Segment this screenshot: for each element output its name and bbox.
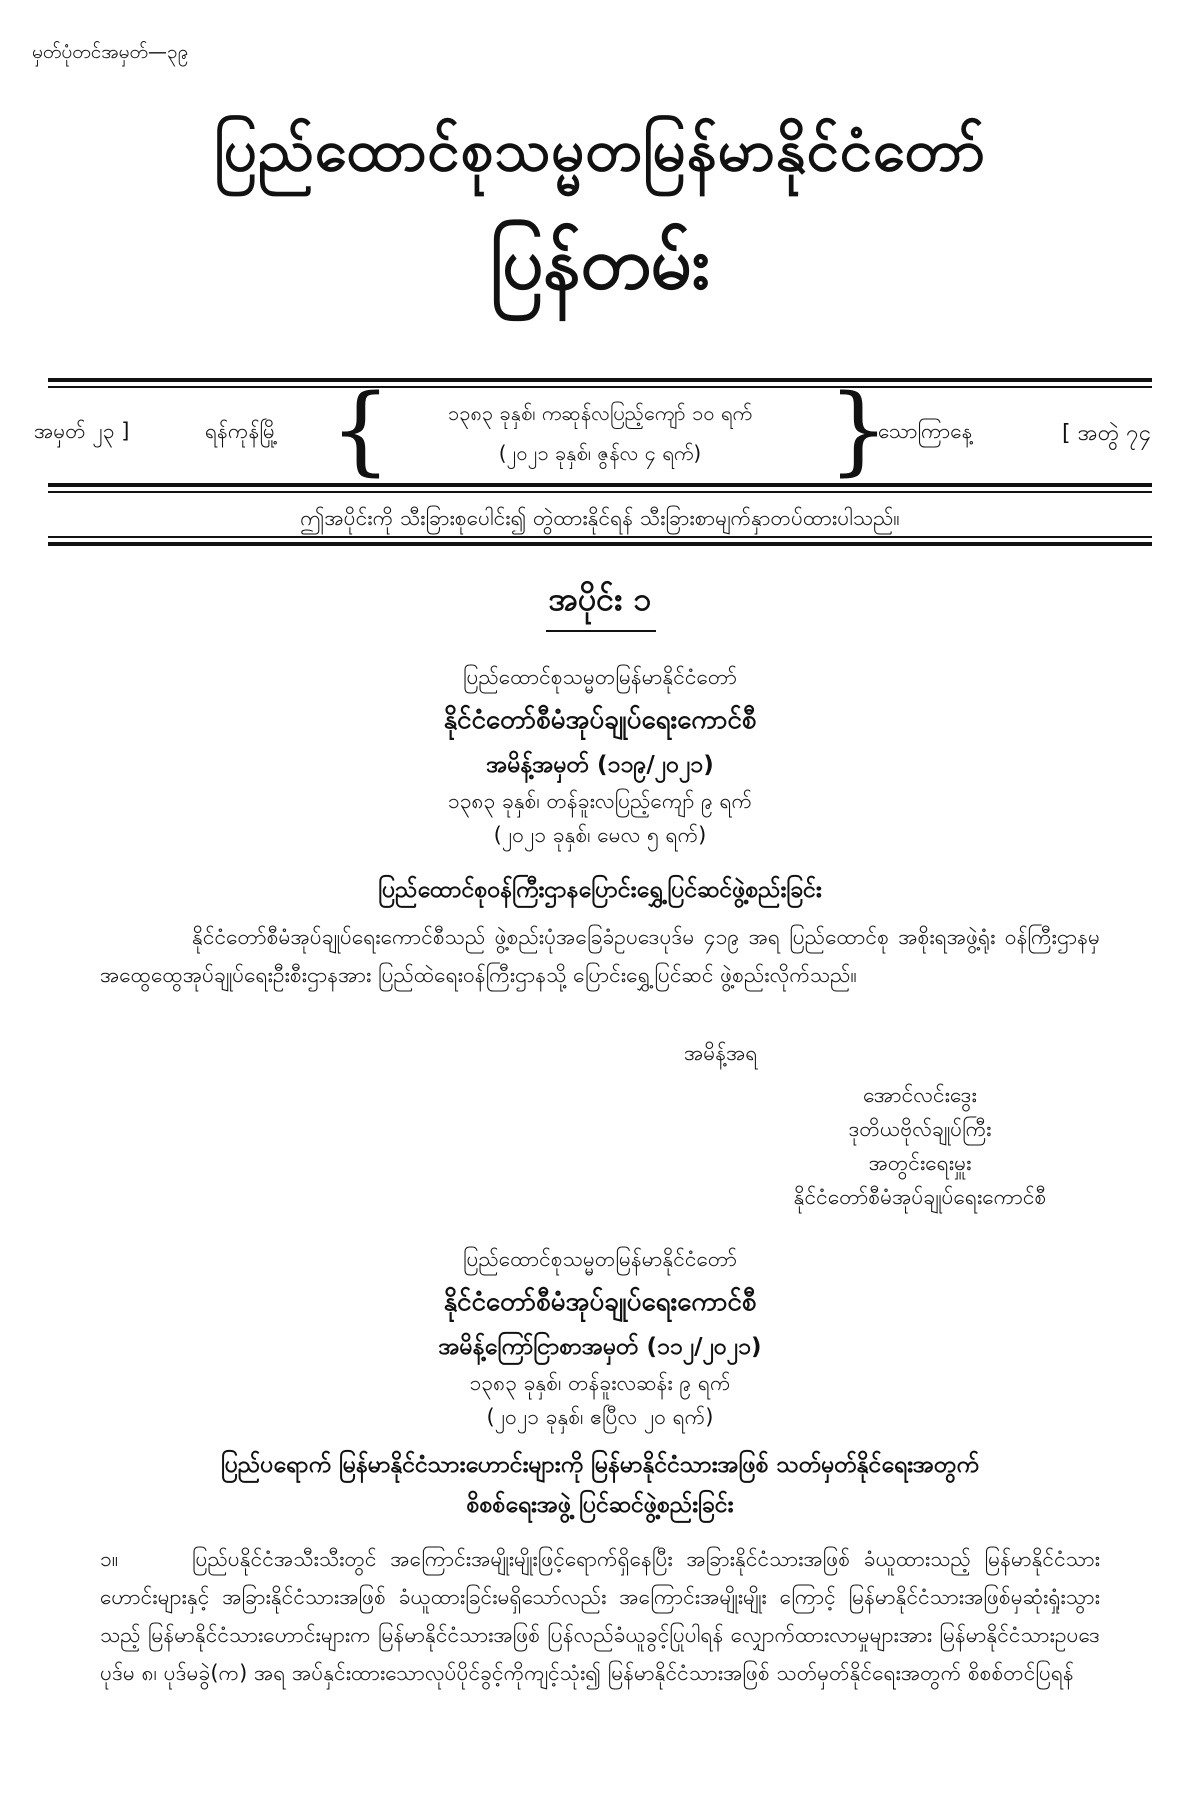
header-rule-mid-inner: [48, 491, 1152, 493]
notice2-notification-number: အမိန့်ကြော်ငြာစာအမှတ် (၁၁၂/၂၀၂၁): [438, 1334, 762, 1360]
part-heading-underline: [546, 630, 656, 632]
notice1-signatory-title: အတွင်းရေးမှူး: [868, 1151, 972, 1175]
notice2-paragraph-1: [100, 1540, 1100, 1692]
notice1-by-order: အမိန့်အရ: [684, 1041, 758, 1065]
notice2-subject-line1: ပြည်ပရောက် မြန်မာနိုင်ငံသားဟောင်းများကို မြန်မာနိုင်ငံသားအဖြစ် သတ်မှတ်နိုင်ရေးအတွက်: [221, 1452, 979, 1478]
notice2-council: နိုင်ငံတော်စီမံအုပ်ချုပ်ရေးကောင်စီ: [443, 1287, 757, 1317]
notice1-date-gregorian: (၂၀၂၁ ခုနှစ်၊ မေလ ၅ ရက်): [493, 823, 707, 847]
gazette-state-title: ပြည်ထောင်စုသမ္မတမြန်မာနိုင်ငံတော်: [214, 116, 986, 184]
notice2-subject-line2: စိစစ်ရေးအဖွဲ့ ပြင်ဆင်ဖွဲ့စည်းခြင်း: [466, 1492, 734, 1518]
notice1-body: နိုင်ငံတော်စီမံအုပ်ချုပ်ရေးကောင်စီသည် ဖွဲ့စည်းပုံအခြေခံဥပဒေပုဒ်မ ၄၁၉ အရ ပြည်ထောင်စု အစိုးရအဖွဲ့ရုံး ဝန်ကြီးဌာနမှ အထွေထွေအုပ်ချုပ်ရေးဦးစီးဌာနအား ပြည်ထဲရေးဝန်ကြီးဌာနသို့ ပြောင်းရွှေ့ပြင်ဆင် ဖွဲ့စည်းလိုက်သည်။: [100, 925, 1100, 987]
notice1-signatory-org: နိုင်ငံတော်စီမံအုပ်ချုပ်ရေးကောင်စီ: [793, 1185, 1047, 1209]
header-rule-bottom: [48, 542, 1152, 546]
header-rule-top: [48, 378, 1152, 382]
left-brace: {: [330, 374, 392, 486]
notice1-order-number: အမိန့်အမှတ် (၁၁၉/၂၀၂၁): [486, 752, 714, 778]
header-rule-bottom-inner: [48, 536, 1152, 538]
header-rule-mid: [48, 483, 1152, 487]
issue-number: အမှတ် ၂၃ ]: [34, 419, 130, 443]
notice1-signatory-rank: ဒုတိယဗိုလ်ချုပ်ကြီး: [848, 1117, 992, 1141]
gazette-title: ပြန်တမ်း: [490, 221, 710, 305]
notice2-state: ပြည်ထောင်စုသမ္မတမြန်မာနိုင်ငံတော်: [462, 1247, 737, 1271]
part-heading: အပိုင်း ၁: [548, 580, 652, 618]
paragraph-number: ၁။: [100, 1547, 119, 1571]
notice1-council: နိုင်ငံတော်စီမံအုပ်ချုပ်ရေးကောင်စီ: [443, 705, 757, 735]
volume-number: [ အတွဲ ၇၄: [1062, 421, 1151, 446]
notice1-date-myanmar: ၁၃၈၃ ခုနှစ်၊ တန်ခူးလပြည့်ကျော် ၉ ရက်: [447, 789, 753, 813]
right-brace: }: [828, 374, 890, 486]
city-name: ရန်ကုန်မြို့: [205, 419, 279, 443]
header-rule-top-inner: [48, 386, 1152, 388]
issue-date-gregorian: (၂၀၂၁ ခုနှစ်၊ ဇွန်လ ၄ ရက်): [498, 441, 702, 465]
notice1-signatory-name: အောင်လင်းဒွေး: [863, 1083, 977, 1107]
notice1-subject: ပြည်ထောင်စုဝန်ကြီးဌာနပြောင်းရွှေ့ပြင်ဆင်ဖွဲ့စည်းခြင်း: [378, 877, 822, 903]
separation-note: ဤအပိုင်းကို သီးခြားစုပေါင်း၍ တွဲထားနိုင်ရန် သီးခြားစာမျက်နှာတပ်ထားပါသည်။: [300, 506, 900, 530]
paragraph-body: ပြည်ပနိုင်ငံအသီးသီးတွင် အကြောင်းအမျိုးမျိုးဖြင့်ရောက်ရှိနေပြီး အခြားနိုင်ငံသားအဖြစ် ခံယူထားသည့် မြန်မာနိုင်ငံသားဟောင်းများနှင့် အခြားနိုင်ငံသားအဖြစ် ခံယူထားခြင်းမရှိသော်လည်း အကြောင်းအမျိုးမျိုး ကြောင့် မြန်မာနိုင်ငံသားအဖြစ်မှဆုံးရှုံးသွားသည့် မြန်မာနိုင်ငံသားဟောင်းများက မြန်မာနိုင်ငံသားအဖြစ် ပြန်လည်ခံယူခွင့်ပြုပါရန် လျှောက်ထားလာမှုများအား မြန်မာနိုင်ငံသားဥပဒေပုဒ်မ ၈၊ ပုဒ်မခွဲ(က) အရ အပ်နှင်းထားသောလုပ်ပိုင်ခွင့်ကိုကျင့်သုံး၍ မြန်မာနိုင်ငံသားအဖြစ် သတ်မှတ်နိုင်ရေးအတွက် စိစစ်တင်ပြရန်: [100, 1547, 1100, 1685]
registration-number: မှတ်ပုံတင်အမှတ်—၃၉: [32, 41, 189, 63]
notice1-state: ပြည်ထောင်စုသမ္မတမြန်မာနိုင်ငံတော်: [462, 665, 737, 689]
issue-date-myanmar: ၁၃၈၃ ခုနှစ်၊ ကဆုန်လပြည့်ကျော် ၁၀ ရက်: [447, 401, 753, 425]
notice2-date-myanmar: ၁၃၈၃ ခုနှစ်၊ တန်ခူးလဆန်း ၉ ရက်: [469, 1371, 731, 1395]
notice2-date-gregorian: (၂၀၂၁ ခုနှစ်၊ ဧပြီလ ၂၀ ရက်): [486, 1405, 714, 1429]
weekday: သောကြာနေ့: [878, 419, 973, 443]
